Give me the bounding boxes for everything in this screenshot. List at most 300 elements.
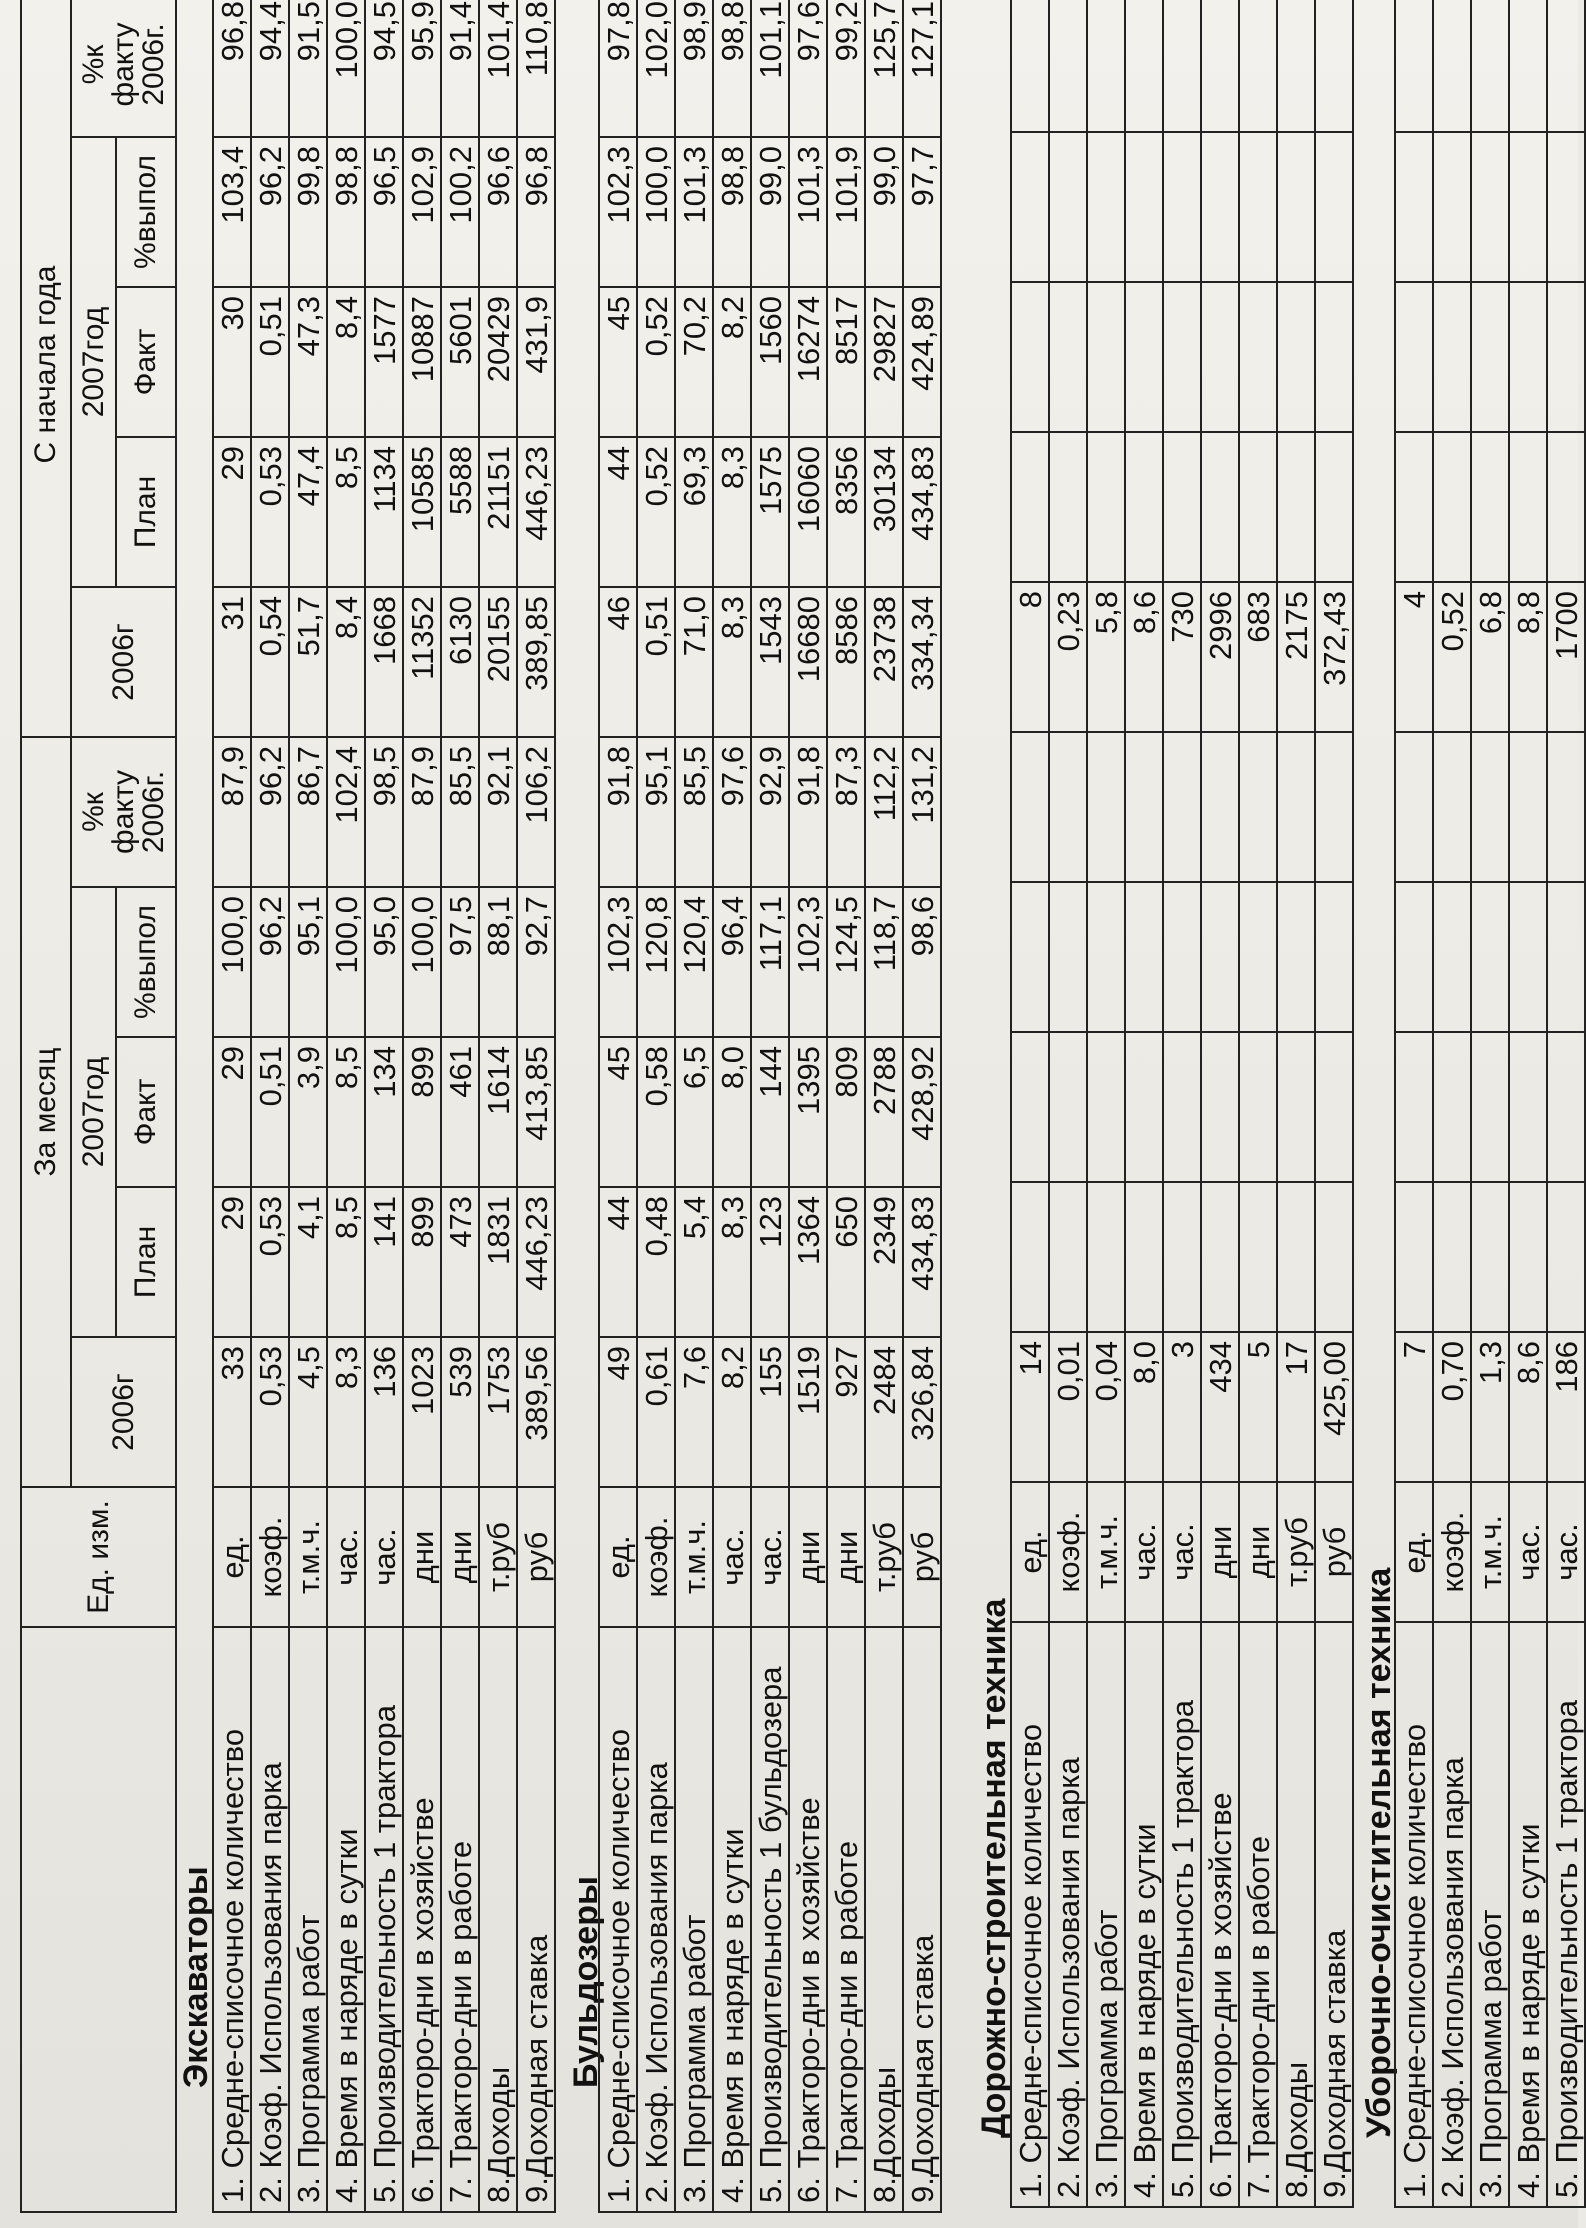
- value-cell: 20155: [479, 587, 517, 737]
- value-cell: 87,3: [827, 737, 865, 887]
- row-label: 9.Доходная ставка: [1315, 1622, 1353, 2207]
- value-cell: [1087, 1032, 1125, 1182]
- row-unit: ед.: [1011, 1482, 1049, 1622]
- value-cell: [1163, 0, 1201, 132]
- value-cell: 88,1: [479, 887, 517, 1037]
- value-cell: 0,23: [1049, 582, 1087, 732]
- value-cell: 98,6: [903, 887, 941, 1037]
- value-cell: [1471, 882, 1509, 1032]
- header-month: За месяц: [21, 737, 71, 1487]
- value-cell: 97,7: [903, 137, 941, 287]
- value-cell: [1395, 282, 1433, 432]
- value-cell: [1049, 282, 1087, 432]
- value-cell: 16274: [789, 287, 827, 437]
- value-cell: [1239, 1182, 1277, 1332]
- value-cell: 98,8: [713, 137, 751, 287]
- table-row: [903, 0, 941, 2212]
- section-title: Экскаваторы: [177, 1866, 215, 2088]
- value-cell: 1560: [751, 287, 789, 437]
- value-cell: 927: [827, 1337, 865, 1487]
- value-cell: 23738: [865, 587, 903, 737]
- value-cell: 7,6: [675, 1337, 713, 1487]
- value-cell: 0,52: [637, 437, 675, 587]
- value-cell: [1049, 732, 1087, 882]
- value-cell: 8517: [827, 287, 865, 437]
- header-name-cell: [21, 1627, 176, 2212]
- value-cell: 29: [213, 1187, 251, 1337]
- value-cell: 97,6: [713, 737, 751, 887]
- value-cell: [1201, 732, 1239, 882]
- value-cell: 899: [403, 1037, 441, 1187]
- value-cell: 112,2: [865, 737, 903, 887]
- value-cell: [1509, 1182, 1547, 1332]
- value-cell: [1087, 1182, 1125, 1332]
- value-cell: 0,61: [637, 1337, 675, 1487]
- value-cell: 431,9: [517, 287, 555, 437]
- value-cell: [1433, 732, 1471, 882]
- value-cell: [1125, 882, 1163, 1032]
- value-cell: 8,2: [713, 1337, 751, 1487]
- value-cell: [1087, 882, 1125, 1032]
- row-label: 4. Время в наряде в сутки: [327, 1627, 365, 2212]
- value-cell: [1011, 732, 1049, 882]
- value-cell: 16680: [789, 587, 827, 737]
- value-cell: 4,5: [289, 1337, 327, 1487]
- value-cell: [1201, 1032, 1239, 1182]
- value-cell: 96,5: [365, 137, 403, 287]
- table-row: [1201, 0, 1239, 2207]
- row-unit: дни: [1239, 1482, 1277, 1622]
- value-cell: 155: [751, 1337, 789, 1487]
- row-unit: коэф.: [1433, 1482, 1471, 1622]
- value-cell: [1239, 432, 1277, 582]
- value-cell: 117,1: [751, 887, 789, 1037]
- value-cell: [1277, 282, 1315, 432]
- value-cell: [1011, 132, 1049, 282]
- value-cell: 10887: [403, 287, 441, 437]
- value-cell: 334,34: [903, 587, 941, 737]
- value-cell: [1433, 432, 1471, 582]
- value-cell: [1277, 1032, 1315, 1182]
- header-year: С начала года: [21, 0, 71, 737]
- value-cell: 1519: [789, 1337, 827, 1487]
- row-unit: час.: [713, 1487, 751, 1627]
- value-cell: [1471, 1032, 1509, 1182]
- row-label: 5. Производительность 1 трактора: [1163, 1622, 1201, 2207]
- value-cell: 44: [599, 1187, 637, 1337]
- value-cell: [1277, 1182, 1315, 1332]
- value-cell: 100,0: [213, 887, 251, 1037]
- value-cell: 0,70: [1433, 1332, 1471, 1482]
- table-row: [1239, 0, 1277, 2207]
- value-cell: 102,3: [789, 887, 827, 1037]
- value-cell: [1315, 132, 1353, 282]
- row-label: 9.Доходная ставка: [903, 1627, 941, 2212]
- value-cell: 96,2: [251, 737, 289, 887]
- value-cell: 30: [213, 287, 251, 437]
- row-unit: час.: [751, 1487, 789, 1627]
- value-cell: [1471, 732, 1509, 882]
- value-cell: [1547, 1032, 1585, 1182]
- value-cell: 3: [1163, 1332, 1201, 1482]
- value-cell: 8,5: [327, 1187, 365, 1337]
- value-cell: 102,4: [327, 737, 365, 887]
- row-unit: т.руб: [1277, 1482, 1315, 1622]
- value-cell: [1395, 0, 1433, 132]
- value-cell: [1011, 0, 1049, 132]
- row-unit: коэф.: [251, 1487, 289, 1627]
- value-cell: [1049, 432, 1087, 582]
- value-cell: 5588: [441, 437, 479, 587]
- value-cell: 102,3: [599, 887, 637, 1037]
- value-cell: [1277, 432, 1315, 582]
- header-table: [20, 0, 177, 2213]
- table-row: [1277, 0, 1315, 2207]
- value-cell: 0,51: [251, 1037, 289, 1187]
- value-cell: 8,5: [327, 437, 365, 587]
- value-cell: 8,5: [327, 1037, 365, 1187]
- value-cell: [1315, 1182, 1353, 1332]
- value-cell: [1433, 0, 1471, 132]
- value-cell: 8356: [827, 437, 865, 587]
- row-unit: час.: [365, 1487, 403, 1627]
- value-cell: 102,0: [637, 0, 675, 137]
- header-2006-year: 2006г: [71, 587, 176, 737]
- value-cell: 71,0: [675, 587, 713, 737]
- value-cell: 91,4: [441, 0, 479, 137]
- value-cell: 1575: [751, 437, 789, 587]
- header-2007-month: 2007год: [71, 887, 116, 1337]
- value-cell: [1277, 132, 1315, 282]
- value-cell: 4: [1395, 582, 1433, 732]
- table-row: [1163, 0, 1201, 2207]
- value-cell: [1201, 882, 1239, 1032]
- header-pct-month: %выпол: [116, 887, 176, 1037]
- value-cell: 92,7: [517, 887, 555, 1037]
- value-cell: 1577: [365, 287, 403, 437]
- table-row: [403, 0, 441, 2212]
- value-cell: [1163, 1182, 1201, 1332]
- value-cell: [1201, 282, 1239, 432]
- value-cell: 30134: [865, 437, 903, 587]
- value-cell: 87,9: [403, 737, 441, 887]
- row-label: 2. Коэф. Использования парка: [251, 1627, 289, 2212]
- value-cell: 17: [1277, 1332, 1315, 1482]
- row-label: 1. Средне-списочное количество: [599, 1627, 637, 2212]
- value-cell: 16060: [789, 437, 827, 587]
- value-cell: 96,2: [251, 137, 289, 287]
- value-cell: 120,8: [637, 887, 675, 1037]
- value-cell: 2996: [1201, 582, 1239, 732]
- value-cell: [1049, 882, 1087, 1032]
- header-pctfact-year: %к факту 2006г.: [71, 0, 176, 137]
- row-label: 5. Производительность 1 трактора: [365, 1627, 403, 2212]
- table-row: [1049, 0, 1087, 2207]
- value-cell: 87,9: [213, 737, 251, 887]
- value-cell: 650: [827, 1187, 865, 1337]
- table-row: [637, 0, 675, 2212]
- value-cell: 1831: [479, 1187, 517, 1337]
- value-cell: 97,8: [599, 0, 637, 137]
- table-row: [599, 0, 637, 2212]
- value-cell: 2349: [865, 1187, 903, 1337]
- value-cell: [1509, 0, 1547, 132]
- value-cell: 8,3: [713, 587, 751, 737]
- value-cell: 446,23: [517, 1187, 555, 1337]
- value-cell: 33: [213, 1337, 251, 1487]
- value-cell: [1395, 882, 1433, 1032]
- value-cell: 45: [599, 287, 637, 437]
- row-label: 8.Доходы: [1277, 1622, 1315, 2207]
- value-cell: [1509, 282, 1547, 432]
- value-cell: [1509, 1032, 1547, 1182]
- value-cell: 0,52: [637, 287, 675, 437]
- row-label: 5. Производительность 1 бульдозера: [751, 1627, 789, 2212]
- table-row: [1125, 0, 1163, 2207]
- row-label: 1. Средне-списочное количество: [213, 1627, 251, 2212]
- value-cell: 100,0: [637, 137, 675, 287]
- value-cell: 29: [213, 437, 251, 587]
- value-cell: [1277, 0, 1315, 132]
- value-cell: [1471, 282, 1509, 432]
- value-cell: [1125, 0, 1163, 132]
- value-cell: 424,89: [903, 287, 941, 437]
- value-cell: 434,83: [903, 437, 941, 587]
- row-unit: руб: [1315, 1482, 1353, 1622]
- value-cell: [1395, 132, 1433, 282]
- value-cell: [1125, 282, 1163, 432]
- value-cell: 96,6: [479, 137, 517, 287]
- row-unit: дни: [403, 1487, 441, 1627]
- value-cell: [1239, 1032, 1277, 1182]
- value-cell: 91,8: [599, 737, 637, 887]
- value-cell: [1087, 132, 1125, 282]
- value-cell: 434: [1201, 1332, 1239, 1482]
- value-cell: 0,51: [637, 587, 675, 737]
- value-cell: [1433, 1032, 1471, 1182]
- value-cell: 2484: [865, 1337, 903, 1487]
- value-cell: 51,7: [289, 587, 327, 737]
- value-cell: 45: [599, 1037, 637, 1187]
- value-cell: 8,4: [327, 587, 365, 737]
- value-cell: 101,9: [827, 137, 865, 287]
- value-cell: 425,00: [1315, 1332, 1353, 1482]
- value-cell: [1433, 132, 1471, 282]
- header-plan-year: План: [116, 437, 176, 587]
- row-label: 4. Время в наряде в сутки: [713, 1627, 751, 2212]
- value-cell: 131,2: [903, 737, 941, 887]
- value-cell: 8,8: [1509, 582, 1547, 732]
- value-cell: 1364: [789, 1187, 827, 1337]
- header-fact-month: Факт: [116, 1037, 176, 1187]
- table-row: [441, 0, 479, 2212]
- value-cell: 461: [441, 1037, 479, 1187]
- value-cell: [1163, 882, 1201, 1032]
- value-cell: 99,2: [827, 0, 865, 137]
- value-cell: 389,85: [517, 587, 555, 737]
- value-cell: 8,3: [327, 1337, 365, 1487]
- value-cell: 96,8: [517, 137, 555, 287]
- table-row: [289, 0, 327, 2212]
- value-cell: 102,9: [403, 137, 441, 287]
- value-cell: 106,2: [517, 737, 555, 887]
- row-label: 4. Время в наряде в сутки: [1125, 1622, 1163, 2207]
- section-title: Уборочно-очистительная техника: [1360, 1567, 1398, 2138]
- value-cell: 3,9: [289, 1037, 327, 1187]
- value-cell: [1049, 1032, 1087, 1182]
- table-row: [1011, 0, 1049, 2207]
- value-cell: [1087, 0, 1125, 132]
- row-unit: час.: [1509, 1482, 1547, 1622]
- table-row: [827, 0, 865, 2212]
- value-cell: [1163, 282, 1201, 432]
- value-cell: [1125, 1182, 1163, 1332]
- value-cell: [1547, 132, 1585, 282]
- row-label: 2. Коэф. Использования парка: [1049, 1622, 1087, 2207]
- row-unit: дни: [441, 1487, 479, 1627]
- header-fact-year: Факт: [116, 287, 176, 437]
- value-cell: [1315, 1032, 1353, 1182]
- value-cell: 136: [365, 1337, 403, 1487]
- value-cell: 186: [1547, 1332, 1585, 1482]
- value-cell: [1239, 132, 1277, 282]
- value-cell: [1011, 432, 1049, 582]
- header-unit: Ед. изм.: [21, 1487, 176, 1627]
- value-cell: 8,0: [713, 1037, 751, 1187]
- value-cell: 47,4: [289, 437, 327, 587]
- table-row: [517, 0, 555, 2212]
- value-cell: 899: [403, 1187, 441, 1337]
- value-cell: 103,4: [213, 137, 251, 287]
- value-cell: 473: [441, 1187, 479, 1337]
- value-cell: 102,3: [599, 137, 637, 287]
- value-cell: [1471, 432, 1509, 582]
- value-cell: 8: [1011, 582, 1049, 732]
- value-cell: 101,3: [789, 137, 827, 287]
- value-cell: 21151: [479, 437, 517, 587]
- value-cell: [1547, 882, 1585, 1032]
- value-cell: 809: [827, 1037, 865, 1187]
- table-row: [789, 0, 827, 2212]
- row-unit: час.: [1547, 1482, 1585, 1622]
- value-cell: 44: [599, 437, 637, 587]
- value-cell: [1395, 432, 1433, 582]
- value-cell: 101,4: [479, 0, 517, 137]
- value-cell: 86,7: [289, 737, 327, 887]
- value-cell: 97,6: [789, 0, 827, 137]
- value-cell: [1163, 432, 1201, 582]
- value-cell: 98,9: [675, 0, 713, 137]
- section-title: Дорожно-строительная техника: [975, 1598, 1013, 2138]
- value-cell: [1049, 1182, 1087, 1332]
- header-plan-month: План: [116, 1187, 176, 1337]
- value-cell: 1543: [751, 587, 789, 737]
- value-cell: 46: [599, 587, 637, 737]
- row-label: 6. Тракторо-дни в хозяйстве: [403, 1627, 441, 2212]
- row-label: 7. Тракторо-дни в работе: [441, 1627, 479, 2212]
- row-label: 2. Коэф. Использования парка: [637, 1627, 675, 2212]
- value-cell: 99,8: [289, 137, 327, 287]
- value-cell: 95,1: [289, 887, 327, 1037]
- row-unit: т.руб: [865, 1487, 903, 1627]
- value-cell: [1201, 1182, 1239, 1332]
- header-pct-year: %выпол: [116, 137, 176, 287]
- row-unit: коэф.: [1049, 1482, 1087, 1622]
- row-unit: час.: [327, 1487, 365, 1627]
- table-row: [713, 0, 751, 2212]
- row-label: 3. Программа работ: [1471, 1622, 1509, 2207]
- value-cell: 0,53: [251, 1337, 289, 1487]
- value-cell: [1239, 882, 1277, 1032]
- value-cell: [1201, 0, 1239, 132]
- table-row: [1547, 0, 1585, 2207]
- value-cell: [1049, 0, 1087, 132]
- value-cell: 8586: [827, 587, 865, 737]
- value-cell: [1547, 732, 1585, 882]
- value-cell: 92,1: [479, 737, 517, 887]
- value-cell: [1163, 732, 1201, 882]
- value-cell: [1239, 282, 1277, 432]
- value-cell: [1547, 282, 1585, 432]
- value-cell: 0,52: [1433, 582, 1471, 732]
- value-cell: 99,0: [751, 137, 789, 287]
- value-cell: 1,3: [1471, 1332, 1509, 1482]
- table-row: [1509, 0, 1547, 2207]
- table-row: [675, 0, 713, 2212]
- value-cell: 97,5: [441, 887, 479, 1037]
- value-cell: 428,92: [903, 1037, 941, 1187]
- row-label: 4. Время в наряде в сутки: [1509, 1622, 1547, 2207]
- value-cell: 8,2: [713, 287, 751, 437]
- value-cell: [1471, 132, 1509, 282]
- value-cell: [1433, 282, 1471, 432]
- value-cell: [1395, 1032, 1433, 1182]
- value-cell: 49: [599, 1337, 637, 1487]
- value-cell: [1509, 882, 1547, 1032]
- value-cell: [1163, 1032, 1201, 1182]
- table-row: [751, 0, 789, 2212]
- value-cell: 5: [1239, 1332, 1277, 1482]
- value-cell: 8,4: [327, 287, 365, 437]
- value-cell: 47,3: [289, 287, 327, 437]
- value-cell: 446,23: [517, 437, 555, 587]
- value-cell: 0,58: [637, 1037, 675, 1187]
- value-cell: 92,9: [751, 737, 789, 887]
- row-label: 9.Доходная ставка: [517, 1627, 555, 2212]
- value-cell: 70,2: [675, 287, 713, 437]
- value-cell: 8,3: [713, 1187, 751, 1337]
- value-cell: 0,51: [251, 287, 289, 437]
- value-cell: 94,5: [365, 0, 403, 137]
- value-cell: 683: [1239, 582, 1277, 732]
- row-unit: ед.: [599, 1487, 637, 1627]
- table-row: [1315, 0, 1353, 2207]
- value-cell: [1049, 132, 1087, 282]
- row-label: 8.Доходы: [479, 1627, 517, 2212]
- row-unit: час.: [1125, 1482, 1163, 1622]
- value-cell: 1134: [365, 437, 403, 587]
- row-label: 3. Программа работ: [1087, 1622, 1125, 2207]
- row-label: 8.Доходы: [865, 1627, 903, 2212]
- row-label: 3. Программа работ: [289, 1627, 327, 2212]
- value-cell: [1547, 1182, 1585, 1332]
- value-cell: 125,7: [865, 0, 903, 137]
- value-cell: 20429: [479, 287, 517, 437]
- value-cell: [1277, 882, 1315, 1032]
- row-label: 3. Программа работ: [675, 1627, 713, 2212]
- value-cell: 118,7: [865, 887, 903, 1037]
- value-cell: [1433, 1182, 1471, 1332]
